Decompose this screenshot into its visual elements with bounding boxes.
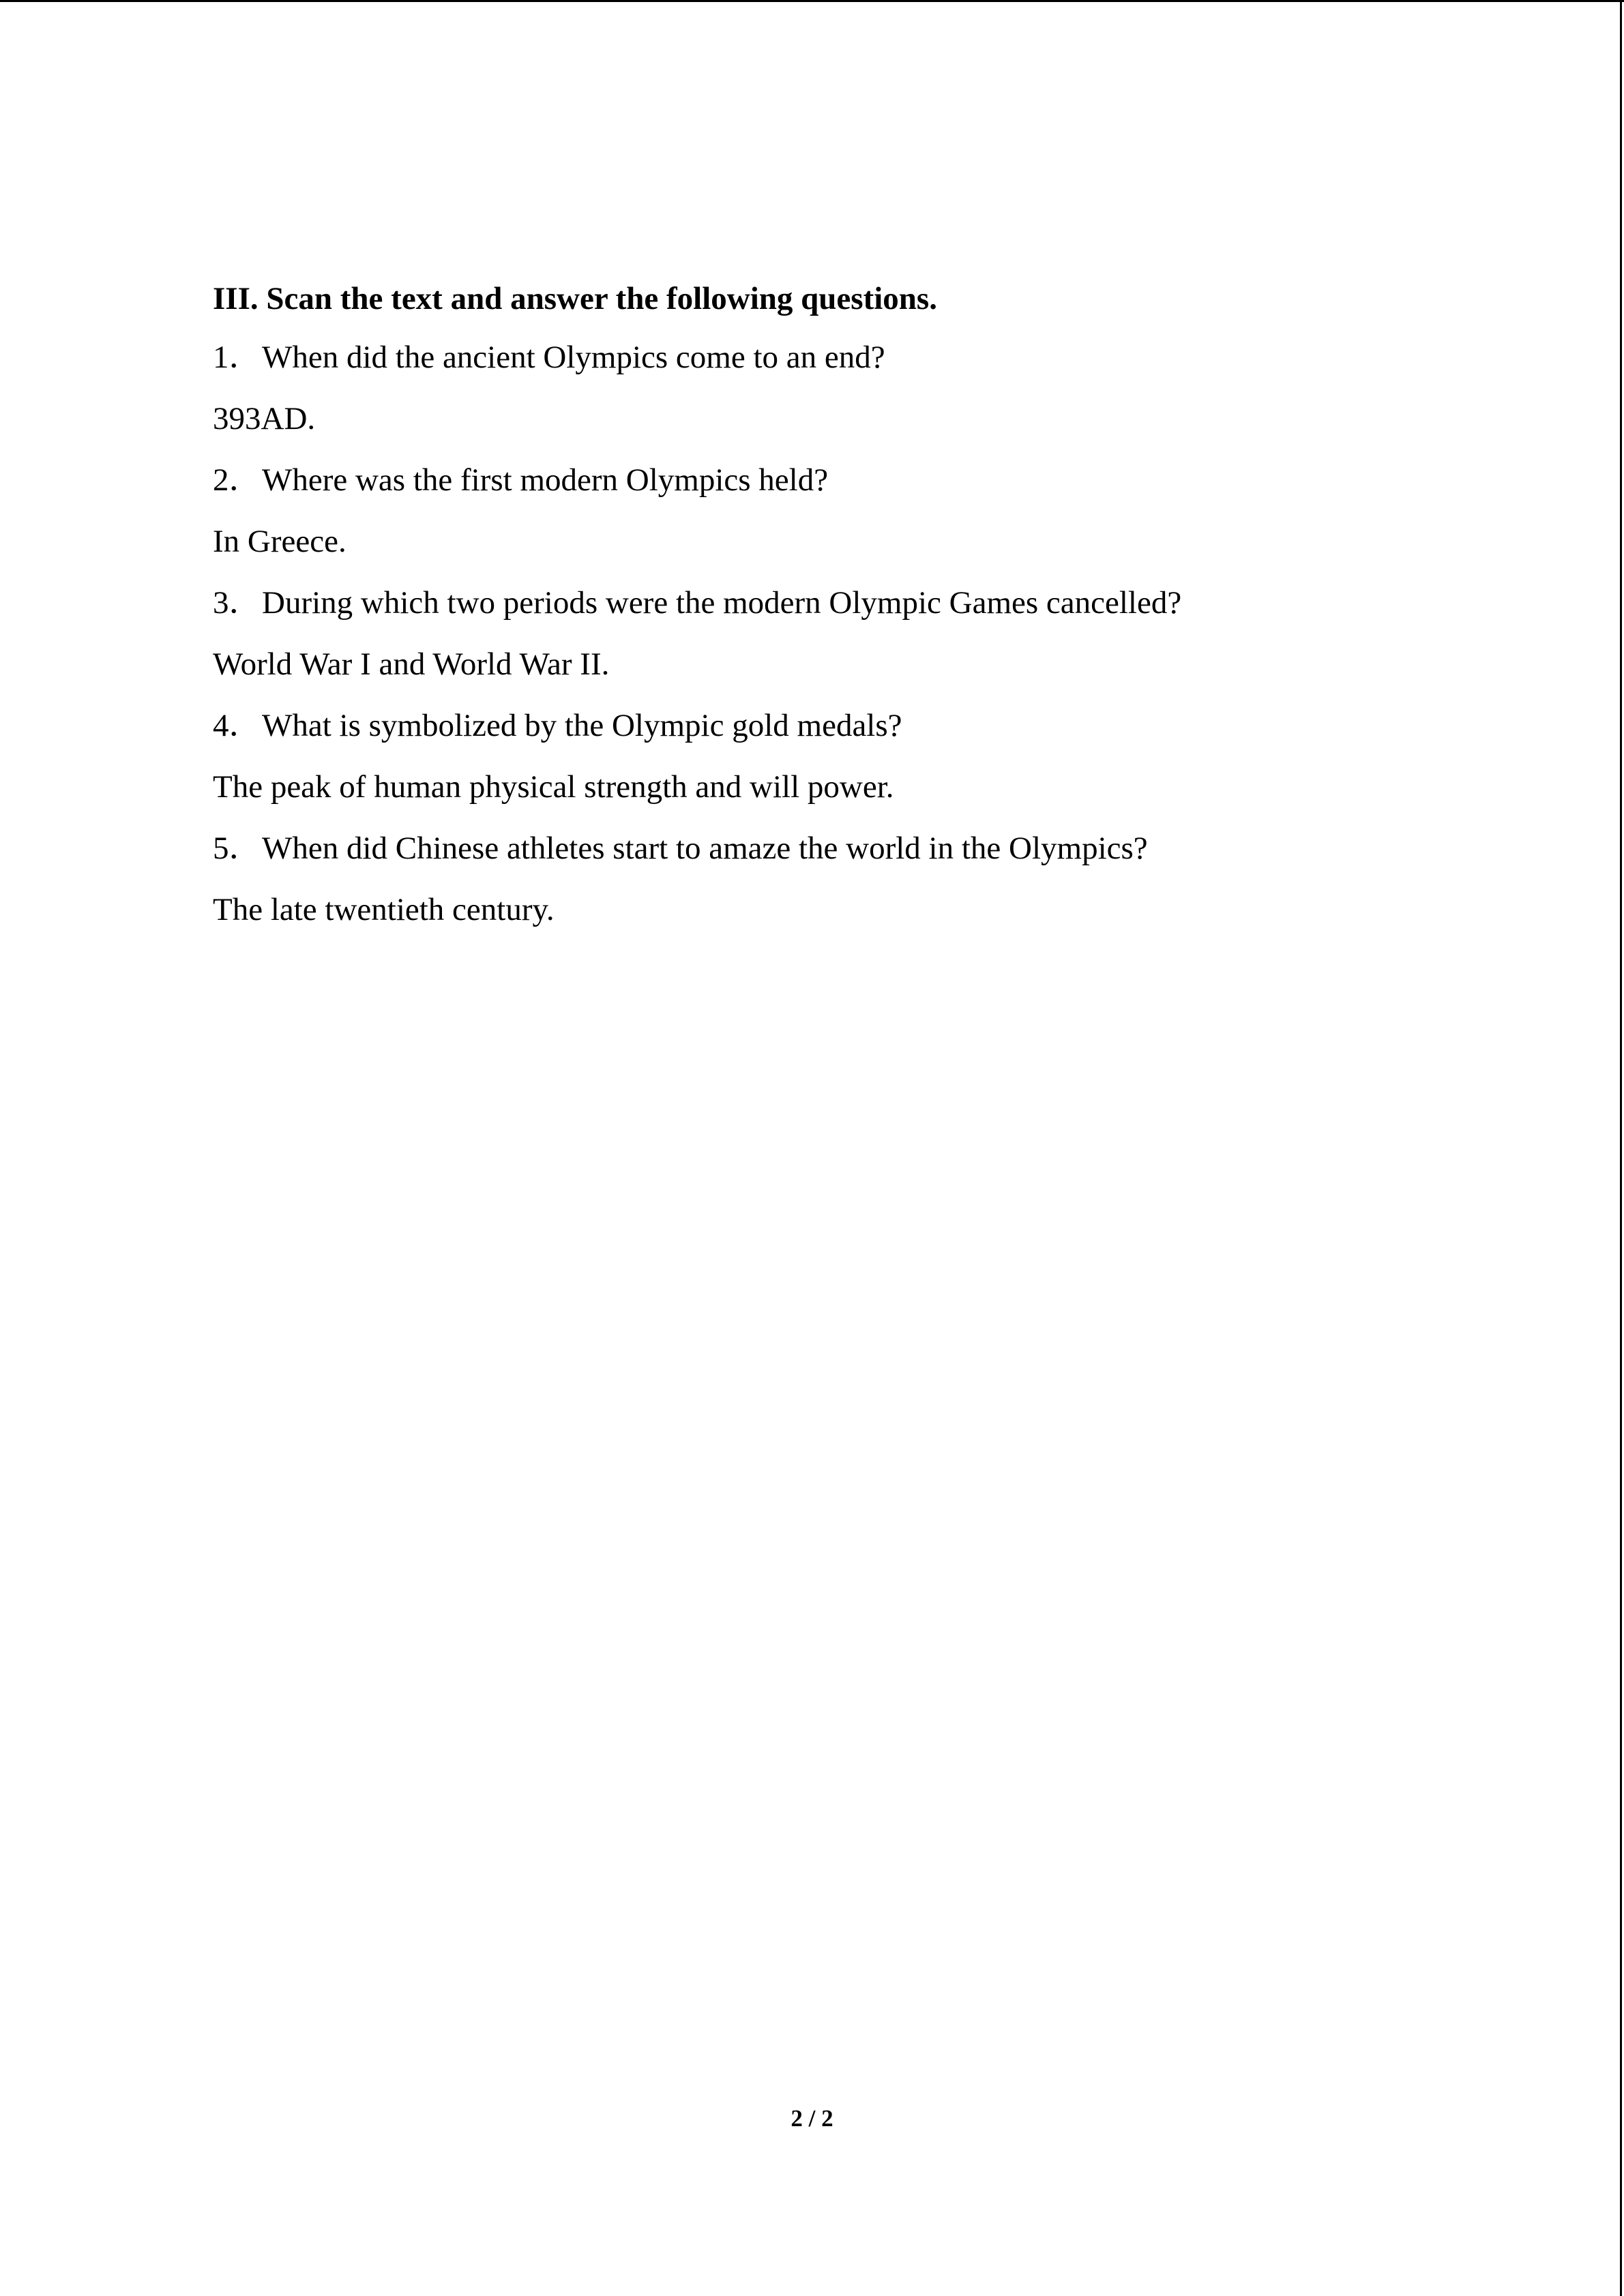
document-body	[213, 276, 1509, 949]
qa-item	[213, 580, 1509, 687]
question-number: 3．	[213, 585, 261, 621]
question-text: When did Chinese athletes start to amaze the world in the Olympics?	[262, 831, 1148, 866]
section-heading: III. Scan the text and answer the following questions.	[213, 281, 937, 316]
answer: World War I and World War II.	[213, 646, 610, 682]
answer: In Greece.	[213, 524, 346, 559]
page-right-border	[1620, 0, 1622, 2296]
page-top-border	[0, 0, 1624, 2]
question	[213, 703, 1509, 748]
question-number: 5．	[213, 831, 261, 866]
qa-item	[213, 458, 1509, 564]
question-text: What is symbolized by the Olympic gold medals?	[262, 708, 902, 743]
qa-item	[213, 826, 1509, 932]
question-number: 1．	[213, 340, 261, 375]
question	[213, 580, 1509, 625]
question	[213, 458, 1509, 503]
question-text: Where was the first modern Olympics held?	[262, 462, 829, 498]
answer: The late twentieth century.	[213, 892, 555, 927]
qa-item	[213, 335, 1509, 441]
question-text: During which two periods were the modern Olympic Games cancelled?	[262, 585, 1182, 621]
question-number: 2．	[213, 462, 261, 498]
question-text: When did the ancient Olympics come to an end?	[262, 340, 885, 375]
answer: The peak of human physical strength and will power.	[213, 769, 894, 805]
answer: 393AD.	[213, 401, 316, 436]
qa-item	[213, 703, 1509, 809]
question-number: 4．	[213, 708, 261, 743]
question	[213, 335, 1509, 380]
question	[213, 826, 1509, 871]
page-number: 2 / 2	[791, 2105, 833, 2132]
